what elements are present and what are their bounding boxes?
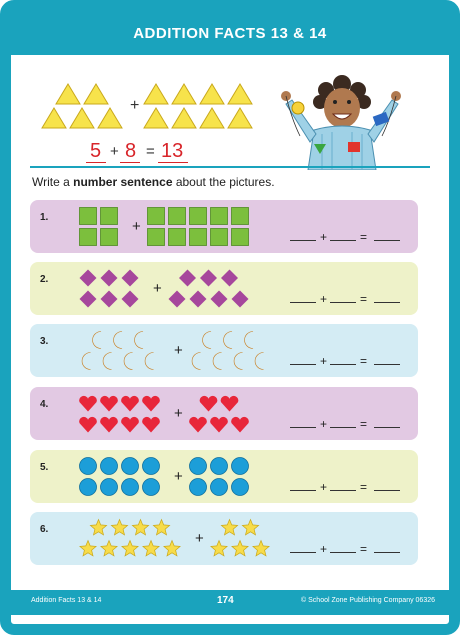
star-icon — [122, 541, 138, 556]
moon-icon — [213, 353, 222, 370]
example-equals: = — [146, 143, 155, 160]
triangle-group-left — [42, 84, 122, 128]
answer-blank[interactable] — [290, 427, 316, 428]
star-icon — [143, 541, 159, 556]
heart-icon — [210, 417, 228, 433]
plus-sign: + — [195, 530, 204, 547]
circle-icon — [143, 458, 160, 475]
answer-blank[interactable] — [330, 490, 356, 491]
diamond-icon — [101, 270, 118, 287]
example-plus-sign: + — [130, 97, 140, 114]
blank-plus: + — [320, 542, 328, 556]
answer-underline — [158, 162, 188, 163]
star-icon — [164, 541, 180, 556]
triangle-icon — [98, 108, 122, 128]
problem-pictures — [30, 512, 270, 565]
answer-blank[interactable] — [330, 552, 356, 553]
moon-icon — [255, 353, 264, 370]
moon-icon — [114, 332, 123, 349]
blank-equals: = — [360, 542, 368, 556]
answer-blank[interactable] — [290, 240, 316, 241]
moon-icon — [234, 353, 243, 370]
answer-underline — [120, 162, 140, 163]
diamond-icon — [80, 291, 97, 308]
star-icon — [221, 520, 237, 535]
problem-pictures — [30, 200, 270, 253]
answer-blanks[interactable] — [290, 352, 410, 368]
star-icon — [153, 520, 169, 535]
square-icon — [211, 229, 228, 246]
circle-icon — [80, 458, 97, 475]
square-icon — [101, 229, 118, 246]
problem-row — [30, 512, 418, 565]
answer-blank[interactable] — [374, 240, 400, 241]
heart-icon — [221, 396, 239, 412]
square-icon — [232, 229, 249, 246]
triangle-icon — [70, 108, 94, 128]
heart-icon — [79, 417, 97, 433]
answer-blank[interactable] — [290, 302, 316, 303]
square-icon — [232, 208, 249, 225]
copyright: © School Zone Publishing Company 06326 — [301, 597, 435, 604]
plus-sign: + — [153, 280, 162, 297]
heart-icon — [100, 417, 118, 433]
plus-sign: + — [174, 342, 183, 359]
answer-blank[interactable] — [374, 490, 400, 491]
triangle-group-right — [144, 84, 252, 128]
problem-row — [30, 324, 418, 377]
instruction-suffix: about the pictures. — [172, 175, 275, 189]
star-icon — [211, 541, 227, 556]
answer-blank[interactable] — [374, 302, 400, 303]
triangle-icon — [42, 108, 66, 128]
plus-sign: + — [174, 405, 183, 422]
circle-icon — [122, 479, 139, 496]
diamond-icon — [179, 270, 196, 287]
answer-blanks[interactable] — [290, 290, 410, 306]
blank-plus: + — [320, 354, 328, 368]
page-title: ADDITION FACTS 13 & 14 — [133, 24, 327, 42]
blank-equals: = — [360, 292, 368, 306]
moon-icon — [192, 353, 201, 370]
square-icon — [190, 229, 207, 246]
square-icon — [80, 229, 97, 246]
triangle-icon — [228, 84, 252, 104]
answer-blank[interactable] — [290, 490, 316, 491]
diamond-icon — [232, 291, 249, 308]
answer-blank[interactable] — [330, 364, 356, 365]
example-plus: + — [110, 143, 119, 160]
square-icon — [169, 208, 186, 225]
diamond-icon — [169, 291, 186, 308]
heart-icon — [79, 396, 97, 412]
circle-icon — [211, 458, 228, 475]
blank-equals: = — [360, 230, 368, 244]
moon-icon — [135, 332, 144, 349]
star-icon — [101, 541, 117, 556]
problem-number: 5. — [40, 462, 49, 473]
answer-blank[interactable] — [330, 302, 356, 303]
answer-blank[interactable] — [290, 364, 316, 365]
answer-blank[interactable] — [290, 552, 316, 553]
star-icon — [232, 541, 248, 556]
square-icon — [190, 208, 207, 225]
moon-icon — [224, 332, 233, 349]
problem-number: 6. — [40, 524, 49, 535]
answer-blank[interactable] — [330, 240, 356, 241]
diamond-icon — [211, 291, 228, 308]
blank-plus: + — [320, 292, 328, 306]
page-number: 174 — [217, 595, 234, 606]
blank-equals: = — [360, 354, 368, 368]
problem-number: 4. — [40, 399, 49, 410]
circle-icon — [190, 479, 207, 496]
instruction-bold: number sentence — [73, 175, 173, 189]
problem-pictures — [30, 262, 270, 315]
square-icon — [148, 229, 165, 246]
problem-pictures — [30, 387, 270, 440]
moon-icon — [93, 332, 102, 349]
blank-plus: + — [320, 480, 328, 494]
circle-icon — [211, 479, 228, 496]
problem-row — [30, 387, 418, 440]
moon-icon — [124, 353, 133, 370]
blank-plus: + — [320, 417, 328, 431]
heart-icon — [142, 396, 160, 412]
blank-plus: + — [320, 230, 328, 244]
answer-blank[interactable] — [330, 427, 356, 428]
square-icon — [80, 208, 97, 225]
blank-equals: = — [360, 417, 368, 431]
triangle-icon — [144, 84, 168, 104]
heart-icon — [189, 417, 207, 433]
problem-number: 3. — [40, 336, 49, 347]
instruction-text — [32, 175, 275, 189]
problem-row — [30, 450, 418, 503]
star-icon — [90, 520, 106, 535]
star-icon — [253, 541, 269, 556]
heart-icon — [200, 396, 218, 412]
star-icon — [242, 520, 258, 535]
problem-number: 1. — [40, 212, 49, 223]
example-first-number: 5 — [90, 140, 102, 162]
moon-icon — [203, 332, 212, 349]
diamond-icon — [200, 270, 217, 287]
plus-sign: + — [174, 468, 183, 485]
answer-underline — [86, 162, 106, 163]
problem-number: 2. — [40, 274, 49, 285]
footer-title: Addition Facts 13 & 14 — [31, 597, 102, 604]
moon-icon — [82, 353, 91, 370]
square-icon — [211, 208, 228, 225]
answer-blank[interactable] — [374, 427, 400, 428]
diamond-icon — [80, 270, 97, 287]
girl-illustration — [281, 75, 401, 170]
circle-icon — [232, 458, 249, 475]
triangle-icon — [172, 108, 196, 128]
star-icon — [80, 541, 96, 556]
triangle-icon — [200, 84, 224, 104]
heart-icon — [121, 417, 139, 433]
page-footer — [11, 590, 449, 615]
problem-pictures — [30, 450, 270, 503]
circle-icon — [232, 479, 249, 496]
page-header — [11, 11, 449, 55]
answer-blanks[interactable] — [290, 540, 410, 556]
square-icon — [169, 229, 186, 246]
moon-icon — [245, 332, 254, 349]
heart-icon — [121, 396, 139, 412]
circle-icon — [143, 479, 160, 496]
heart-icon — [142, 417, 160, 433]
triangle-icon — [172, 84, 196, 104]
answer-blank[interactable] — [374, 364, 400, 365]
square-icon — [148, 208, 165, 225]
answer-blanks[interactable] — [290, 478, 410, 494]
moon-icon — [145, 353, 154, 370]
instruction-prefix: Write a — [32, 175, 74, 189]
heart-icon — [231, 417, 249, 433]
circle-icon — [122, 458, 139, 475]
example-second-number: 8 — [125, 140, 137, 162]
circle-icon — [190, 458, 207, 475]
plus-sign: + — [132, 218, 141, 235]
problem-pictures — [30, 324, 270, 377]
triangle-icon — [228, 108, 252, 128]
diamond-icon — [190, 291, 207, 308]
problem-row — [30, 262, 418, 315]
star-icon — [111, 520, 127, 535]
star-icon — [132, 520, 148, 535]
blank-equals: = — [360, 480, 368, 494]
circle-icon — [101, 479, 118, 496]
moon-icon — [103, 353, 112, 370]
example-number-sentence — [60, 140, 210, 168]
diamond-icon — [122, 291, 139, 308]
triangle-icon — [144, 108, 168, 128]
section-divider — [30, 166, 430, 168]
circle-icon — [101, 458, 118, 475]
triangle-icon — [84, 84, 108, 104]
diamond-icon — [101, 291, 118, 308]
answer-blanks[interactable] — [290, 228, 410, 244]
heart-icon — [100, 396, 118, 412]
answer-blank[interactable] — [374, 552, 400, 553]
example-sum: 13 — [161, 140, 184, 162]
circle-icon — [80, 479, 97, 496]
answer-blanks[interactable] — [290, 415, 410, 431]
triangle-icon — [200, 108, 224, 128]
problem-row — [30, 200, 418, 253]
square-icon — [101, 208, 118, 225]
diamond-icon — [122, 270, 139, 287]
diamond-icon — [221, 270, 238, 287]
triangle-icon — [56, 84, 80, 104]
